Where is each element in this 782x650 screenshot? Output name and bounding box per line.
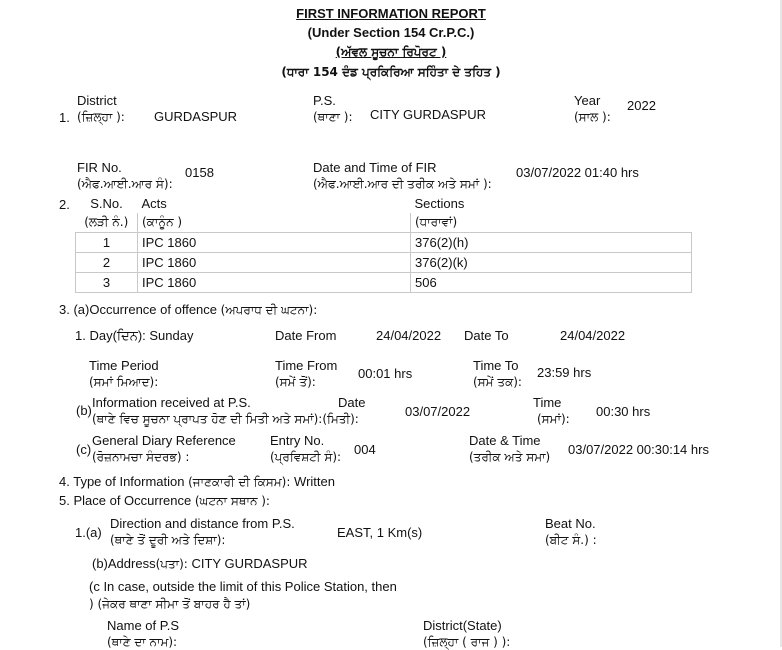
time-to-label: Time To [473,358,519,373]
time-period-label-punjabi: (ਸਮਾਂ ਮਿਆਦ): [89,375,159,389]
header-acts: Acts [141,196,167,211]
day-label: 1. Day(ਦਿਨ): Sunday [75,328,194,343]
report-title-punjabi: (ਅੱਵਲ ਸੂਚਨਾ ਰਿਪੋਰਟ ) [335,45,447,59]
district-state-label: District(State) [423,618,502,633]
address-label: (b)Address [92,556,156,571]
address-label-punjabi: (ਪਤਾ): [155,557,188,571]
occurrence-heading [59,303,317,318]
direction-label: Direction and distance from P.S. [110,516,295,531]
outside-limit-note: (c In case, outside the limit of this Police Station, then [89,579,397,594]
row-act: IPC 1860 [138,253,411,273]
table-row [76,273,692,293]
place-heading [59,494,270,509]
section-1-number: 1. [59,110,70,125]
fir-no-label-punjabi: (ਐਫ.ਆਈ.ਆਰ ਸੰ): [77,177,173,191]
header-sections-punjabi: (ਧਾਰਾਵਾਂ) [411,213,692,233]
place-label-punjabi: (ਘਟਨਾ ਸਥਾਨ ): [194,494,270,508]
beat-no-label-punjabi: (ਬੀਟ ਸੰ.) : [545,533,597,547]
fir-no-value: 0158 [185,165,214,180]
info-time-label: Time [533,395,562,410]
table-header-row-punjabi [76,213,692,233]
beat-no-label: Beat No. [545,516,596,531]
info-date-value: 03/07/2022 [405,404,471,419]
occurrence-prefix: 3. (a) [59,302,90,317]
row-section: 376(2)(k) [411,253,692,273]
acts-sections-table [75,194,692,293]
ps-label-punjabi: (ਥਾਣਾ ): [313,110,353,124]
time-from-label-punjabi: (ਸਮੇਂ ਤੋਂ): [275,375,316,389]
fir-no-label: FIR No. [77,160,122,175]
info-received-prefix: (b) [76,403,92,418]
info-received-label: Information received at P.S. [92,395,251,410]
address-value: CITY GURDASPUR [191,556,308,571]
entry-no-label: Entry No. [270,433,325,448]
date-from-value: 24/04/2022 [376,328,442,343]
entry-no-label-punjabi: (ਪ੍ਰਵਿਸ਼ਟੀ ਸੰ): [270,450,342,464]
header-sno-punjabi: (ਲੜੀ ਨੰ.) [76,213,138,233]
fir-datetime-value: 03/07/2022 01:40 hrs [516,165,639,180]
year-label: Year [574,93,601,108]
section-2-number: 2. [59,197,70,212]
info-type-value: Written [294,474,335,489]
district-value: GURDASPUR [154,109,238,124]
fir-datetime-label-punjabi: (ਐਫ.ਆਈ.ਆਰ ਦੀ ਤਰੀਕ ਅਤੇ ਸਮਾਂ ): [313,177,492,191]
row-act: IPC 1860 [138,233,411,253]
row-section: 506 [411,273,692,293]
gd-reference-label-punjabi: (ਰੋਜ਼ਨਾਮਚਾ ਸੰਦਰਭ) : [92,450,190,464]
row-section: 376(2)(h) [411,233,692,253]
occurrence-label: Occurrence of offence [89,302,218,317]
info-date-label: Date [338,395,366,410]
row-sno: 3 [76,273,138,293]
occurrence-label-punjabi: (ਅਪਰਾਧ ਦੀ ਘਟਨਾ): [220,303,318,317]
time-to-value: 23:59 hrs [537,365,592,380]
gd-prefix: (c) [76,442,92,457]
year-label-punjabi: (ਸਾਲ ): [574,110,611,124]
info-type-label: 4. Type of Information [59,474,185,489]
gd-reference-label: General Diary Reference [92,433,236,448]
info-type-row [59,475,335,490]
row-act: IPC 1860 [138,273,411,293]
time-period-label: Time Period [89,358,159,373]
direction-prefix: 1.(a) [75,525,102,540]
direction-label-punjabi: (ਥਾਣੇ ਤੋਂ ਦੂਰੀ ਅਤੇ ਦਿਸ਼ਾ): [110,533,226,547]
table-header-row [76,194,692,213]
district-label: District [77,93,117,108]
header-sno: S.No. [90,196,123,211]
gd-datetime-label: Date & Time [469,433,541,448]
row-sno: 2 [76,253,138,273]
info-time-label-punjabi: (ਸਮਾਂ): [537,412,570,426]
time-to-label-punjabi: (ਸਮੇਂ ਤਕ): [473,375,522,389]
report-title: FIRST INFORMATION REPORT [296,6,486,21]
header-acts-punjabi: (ਕਾਨੂੰਨ ) [138,213,411,233]
info-time-value: 00:30 hrs [596,404,651,419]
time-from-label: Time From [275,358,338,373]
ps-name-label: Name of P.S [107,618,180,633]
year-value: 2022 [627,98,656,113]
time-from-value: 00:01 hrs [358,366,413,381]
fir-datetime-label: Date and Time of FIR [313,160,437,175]
info-received-label-punjabi: (ਥਾਣੇ ਵਿਚ ਸੂਚਨਾ ਪ੍ਰਾਪਤ ਹੋਣ ਦੀ ਮਿਤੀ ਅਤੇ ਸਮਾਂ):(ਮਿਤੀ): [92,412,359,426]
info-type-label-punjabi: (ਜਾਣਕਾਰੀ ਦੀ ਕਿਸਮ): [188,475,291,489]
gd-datetime-value: 03/07/2022 00:30:14 hrs [568,442,709,457]
ps-label: P.S. [313,93,336,108]
date-to-value: 24/04/2022 [560,328,626,343]
table-row [76,253,692,273]
district-label-punjabi: (ਜ਼ਿਲ੍ਹਾ ): [77,110,125,124]
table-row [76,233,692,253]
date-to-label: Date To [464,328,509,343]
direction-value: EAST, 1 Km(s) [337,525,423,540]
gd-datetime-label-punjabi: (ਤਰੀਕ ਅਤੇ ਸਮਾ) [469,450,551,464]
ps-name-label-punjabi: (ਥਾਣੇ ਦਾ ਨਾਮ): [107,635,178,649]
district-state-label-punjabi: (ਜ਼ਿਲ੍ਹਾ ( ਰਾਜ ) ): [423,635,511,649]
date-from-label: Date From [275,328,337,343]
outside-limit-note-punjabi: ) (ਜੇਕਰ ਥਾਣਾ ਸੀਮਾ ਤੋਂ ਬਾਹਰ ਹੈ ਤਾਂ) [89,597,251,611]
report-subtitle-punjabi: (ਧਾਰਾ 154 ਦੰਡ ਪ੍ਰਕਿਰਿਆ ਸਹਿੰਤਾ ਦੇ ਤਹਿਤ ) [281,65,501,79]
ps-value: CITY GURDASPUR [370,107,487,122]
report-subtitle: (Under Section 154 Cr.P.C.) [307,25,475,40]
header-sections: Sections [414,196,465,211]
row-sno: 1 [76,233,138,253]
place-label: 5. Place of Occurrence [59,493,192,508]
entry-no-value: 004 [354,442,376,457]
address-row [92,557,308,572]
